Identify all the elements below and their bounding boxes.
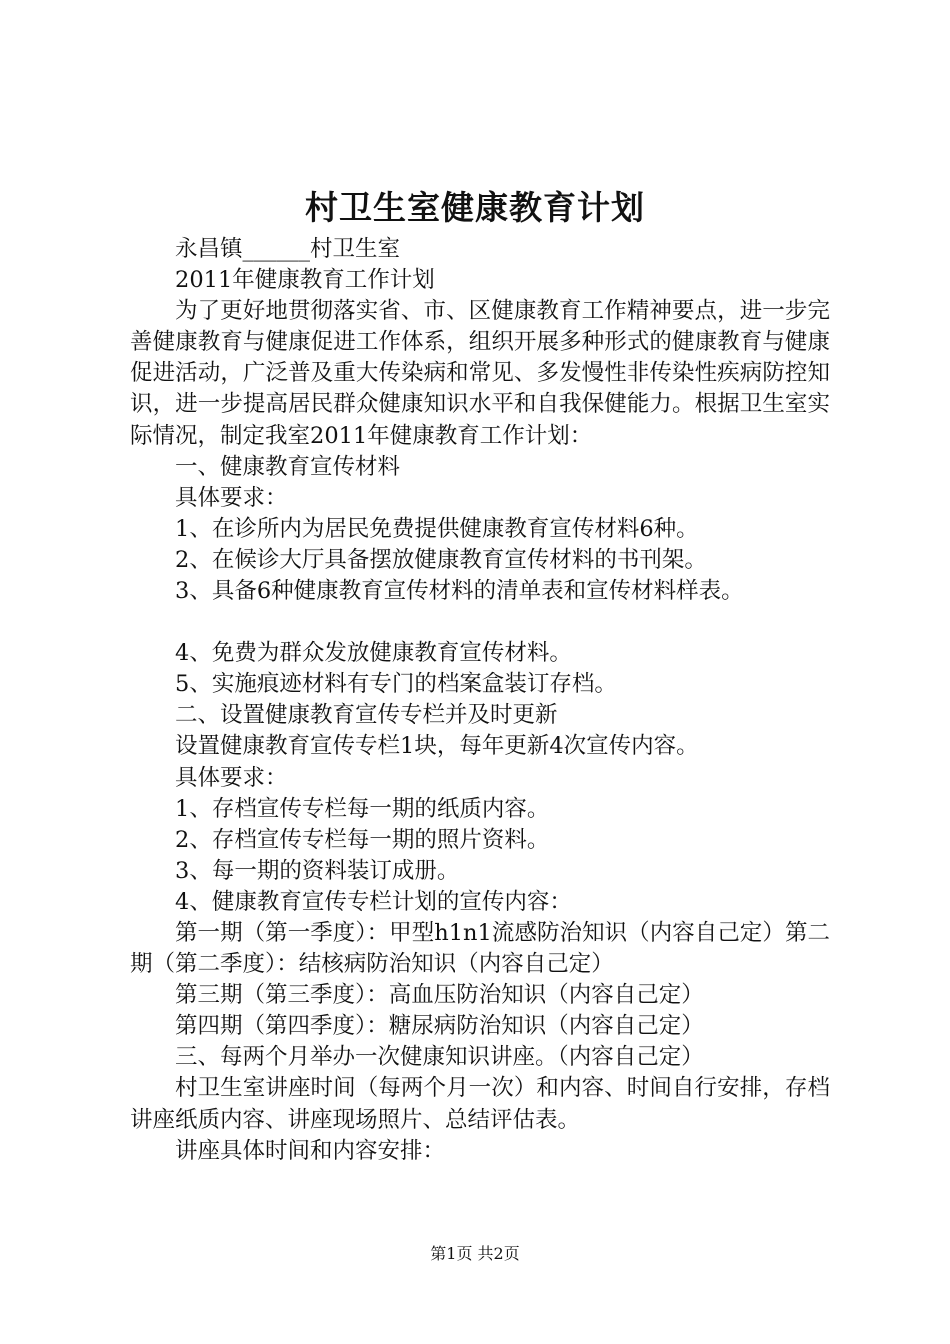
- list-item: 4、免费为群众发放健康教育宣传材料。: [175, 640, 572, 667]
- paragraph-requirements-label: 具体要求：: [175, 484, 288, 511]
- paragraph-plan-year: 2011年健康教育工作计划: [175, 267, 435, 294]
- list-item: 3、具备6种健康教育宣传材料的清单表和宣传材料样表。: [175, 578, 744, 605]
- list-item: 2、存档宣传专栏每一期的照片资料。: [175, 826, 550, 853]
- page-footer: 第1页 共2页: [430, 1244, 520, 1263]
- schedule-item-issues-1-2: 第一期（第一季度）：甲型h1n1流感防治知识（内容自己定）第二期（第二季度）：结核病防治知识（内容自己定）: [130, 919, 830, 978]
- paragraph-column-setup: 设置健康教育宣传专栏1块，每年更新4次宣传内容。: [175, 733, 699, 760]
- schedule-item-issue-3: 第三期（第三季度）：高血压防治知识（内容自己定）: [175, 982, 704, 1009]
- document-body: [130, 234, 830, 1167]
- list-item: 4、健康教育宣传专栏计划的宣传内容：: [175, 888, 572, 915]
- schedule-item-issue-4: 第四期（第四季度）：糖尿病防治知识（内容自己定）: [175, 1013, 704, 1040]
- paragraph-requirements-label: 具体要求：: [175, 764, 288, 791]
- document-title: 村卫生室健康教育计划: [305, 188, 645, 227]
- paragraph-lecture-arrangement: 村卫生室讲座时间（每两个月一次）和内容、时间自行安排，存档讲座纸质内容、讲座现场照片、总结评估表。: [130, 1075, 830, 1133]
- section-heading-2: 二、设置健康教育宣传专栏并及时更新: [175, 702, 558, 729]
- list-item: 2、在候诊大厅具备摆放健康教育宣传材料的书刊架。: [175, 546, 707, 573]
- list-item: 5、实施痕迹材料有专门的档案盒装订存档。: [175, 671, 617, 698]
- section-heading-3: 三、每两个月举办一次健康知识讲座。（内容自己定）: [175, 1044, 704, 1071]
- blank-line: [130, 607, 830, 638]
- list-item: 1、存档宣传专栏每一期的纸质内容。: [175, 795, 550, 822]
- paragraph-town: 永昌镇______村卫生室: [175, 236, 401, 262]
- paragraph-lecture-schedule-label: 讲座具体时间和内容安排：: [175, 1137, 446, 1164]
- section-heading-1: 一、健康教育宣传材料: [175, 453, 401, 480]
- list-item: 3、每一期的资料装订成册。: [175, 857, 460, 884]
- paragraph-intro: 为了更好地贯彻落实省、市、区健康教育工作精神要点，进一步完善健康教育与健康促进工作体系，组织开展多种形式的健康教育与健康促进活动，广泛普及重大传染病和常见、多发慢性非传染性疾病防控知识，进一步提高居民群众健康知识水平和自我保健能力。根据卫生室实际情况，制定我室2011年健康教育工作计划：: [130, 298, 830, 449]
- list-item: 1、在诊所内为居民免费提供健康教育宣传材料6种。: [175, 515, 699, 542]
